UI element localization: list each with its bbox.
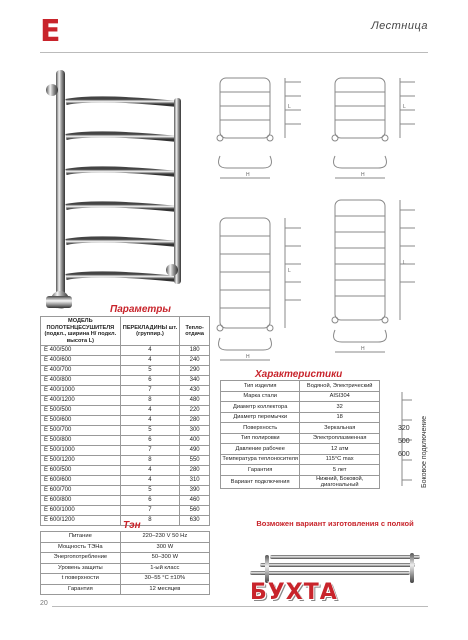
chars-row — [221, 465, 380, 476]
ten-title: Тэн — [123, 520, 141, 531]
params-cell: Е 600/700 — [41, 486, 121, 496]
params-cell: Е 400/600 — [41, 356, 121, 366]
side-dim-320: 320 — [398, 425, 410, 432]
ten-row — [41, 553, 210, 564]
params-cell: 630 — [180, 516, 210, 526]
params-cell: Е 600/1000 — [41, 506, 121, 516]
params-cell: Е 600/1200 — [41, 516, 121, 526]
col-heat: Тепло-отдача — [180, 317, 210, 346]
chars-cell: 32 — [300, 402, 380, 413]
chars-row — [221, 433, 380, 444]
params-cell: Е 600/800 — [41, 496, 121, 506]
params-cell: 4 — [120, 476, 180, 486]
dim-h-4: H — [361, 346, 365, 352]
params-cell: Е 400/1000 — [41, 386, 121, 396]
params-cell: 300 — [180, 426, 210, 436]
dim-h-1: H — [246, 172, 250, 178]
params-cell: 340 — [180, 376, 210, 386]
ten-cell: 300 W — [120, 542, 209, 553]
chars-row — [221, 454, 380, 465]
params-cell: 460 — [180, 496, 210, 506]
ten-cell: Мощность ТЭНа — [41, 542, 121, 553]
params-row — [41, 346, 210, 356]
chars-cell: 115°С max — [300, 454, 380, 465]
params-cell: 6 — [120, 496, 180, 506]
params-cell: Е 500/1000 — [41, 446, 121, 456]
chars-cell: Зеркальная — [300, 423, 380, 434]
ten-row — [41, 563, 210, 574]
params-cell: 4 — [120, 356, 180, 366]
params-row — [41, 436, 210, 446]
side-dims — [398, 422, 418, 461]
params-cell: 220 — [180, 406, 210, 416]
chars-cell: Диаметр коллектора — [221, 402, 300, 413]
params-row — [41, 446, 210, 456]
chars-cell: 12 атм — [300, 444, 380, 455]
page-number: 20 — [40, 600, 52, 607]
chars-row — [221, 402, 380, 413]
dim-l-4: L — [403, 260, 406, 266]
params-cell: 5 — [120, 426, 180, 436]
params-cell: Е 600/500 — [41, 466, 121, 476]
shelf-variant-photo — [245, 545, 430, 585]
chars-cell: 5 лет — [300, 465, 380, 476]
chars-row — [221, 381, 380, 392]
chars-cell: Вариант подключения — [221, 475, 300, 488]
chars-cell: Гарантия — [221, 465, 300, 476]
params-cell: Е 400/500 — [41, 346, 121, 356]
col-model: МОДЕЛЬ ПОЛОТЕНЦЕСУШИТЕЛЯ (подкл., ширина Н/ подкл. высота L) — [41, 317, 121, 346]
params-cell: 480 — [180, 396, 210, 406]
params-cell: 310 — [180, 476, 210, 486]
params-cell: Е 400/800 — [41, 376, 121, 386]
chars-cell: Тип изделия — [221, 381, 300, 392]
side-dim-500: 500 — [398, 438, 410, 445]
chars-row — [221, 423, 380, 434]
side-connection-label: Боковое подключение — [421, 415, 428, 488]
chars-cell: Диаметр перемычки — [221, 412, 300, 423]
params-table — [40, 316, 210, 526]
params-cell: 7 — [120, 446, 180, 456]
params-cell: 280 — [180, 416, 210, 426]
params-cell: 4 — [120, 466, 180, 476]
params-cell: 280 — [180, 466, 210, 476]
params-cell: Е 400/700 — [41, 366, 121, 376]
params-cell: Е 600/600 — [41, 476, 121, 486]
params-cell: 180 — [180, 346, 210, 356]
chars-cell: Электроплазменная — [300, 433, 380, 444]
params-cell: 4 — [120, 406, 180, 416]
ten-row — [41, 532, 210, 543]
params-cell: 6 — [120, 376, 180, 386]
params-cell: 5 — [120, 486, 180, 496]
chars-row — [221, 475, 380, 488]
params-row — [41, 396, 210, 406]
chars-cell: AISI304 — [300, 391, 380, 402]
params-row — [41, 376, 210, 386]
brand-logo: БУХТА — [250, 580, 338, 605]
chars-title: Характеристики — [255, 369, 343, 380]
params-row — [41, 406, 210, 416]
params-cell: Е 400/1200 — [41, 396, 121, 406]
params-cell: 8 — [120, 456, 180, 466]
chars-cell: Тип полировки — [221, 433, 300, 444]
side-dim-600: 600 — [398, 451, 410, 458]
params-row — [41, 486, 210, 496]
ten-row — [41, 542, 210, 553]
chars-cell: Марка стали — [221, 391, 300, 402]
ten-cell: Энергопотребление — [41, 553, 121, 564]
chars-cell: 18 — [300, 412, 380, 423]
technical-drawings — [205, 68, 425, 368]
ten-cell: 1-ый класс — [120, 563, 209, 574]
chars-cell: Давление рабочее — [221, 444, 300, 455]
dim-l-3: L — [288, 268, 291, 274]
ten-cell: 30–55 °С ±10% — [120, 574, 209, 585]
params-cell: 4 — [120, 416, 180, 426]
chars-cell: Температура теплоносителя — [221, 454, 300, 465]
dim-l-1: L — [288, 104, 291, 110]
dim-h-3: H — [246, 354, 250, 360]
params-cell: Е 500/800 — [41, 436, 121, 446]
params-cell: 5 — [120, 366, 180, 376]
chars-row — [221, 412, 380, 423]
ten-cell: Уровень защиты — [41, 563, 121, 574]
ten-table — [40, 531, 210, 595]
params-cell: 4 — [120, 346, 180, 356]
params-cell: 560 — [180, 506, 210, 516]
ten-cell: 220–230 V 50 Hz — [120, 532, 209, 543]
params-cell: 430 — [180, 386, 210, 396]
section-letter: E — [40, 14, 61, 49]
category-title: Лестница — [371, 20, 428, 32]
dim-h-2: H — [361, 172, 365, 178]
params-row — [41, 426, 210, 436]
params-cell: 550 — [180, 456, 210, 466]
params-row — [41, 366, 210, 376]
params-cell: Е 500/700 — [41, 426, 121, 436]
chars-row — [221, 391, 380, 402]
params-cell: 290 — [180, 366, 210, 376]
ten-cell: 12 месяцев — [120, 584, 209, 595]
params-row — [41, 506, 210, 516]
params-cell: 8 — [120, 516, 180, 526]
params-cell: Е 500/500 — [41, 406, 121, 416]
params-row — [41, 476, 210, 486]
params-cell: 390 — [180, 486, 210, 496]
ten-cell: 50–300 W — [120, 553, 209, 564]
params-row — [41, 356, 210, 366]
ten-cell: Питание — [41, 532, 121, 543]
params-cell: 400 — [180, 436, 210, 446]
shelf-variant-title: Возможен вариант изготовления с полкой — [256, 519, 414, 528]
chars-row — [221, 444, 380, 455]
params-cell: 240 — [180, 356, 210, 366]
chars-cell: Водяной, Электрический — [300, 381, 380, 392]
ten-row — [41, 574, 210, 585]
towel-rail-photo — [38, 60, 188, 315]
ten-cell: t поверхности — [41, 574, 121, 585]
chars-cell: Поверхность — [221, 423, 300, 434]
params-title: Параметры — [110, 304, 171, 315]
params-cell: 6 — [120, 436, 180, 446]
params-row — [41, 456, 210, 466]
params-cell: Е 500/600 — [41, 416, 121, 426]
params-cell: 7 — [120, 386, 180, 396]
params-row — [41, 466, 210, 476]
bottom-divider — [40, 606, 428, 607]
dim-l-2: L — [403, 104, 406, 110]
params-row — [41, 416, 210, 426]
chars-cell: Нижний, Боковой, диагональный — [300, 475, 380, 488]
params-row — [41, 386, 210, 396]
ten-row — [41, 584, 210, 595]
params-row — [41, 496, 210, 506]
params-cell: 7 — [120, 506, 180, 516]
params-cell: 490 — [180, 446, 210, 456]
ten-cell: Гарантия — [41, 584, 121, 595]
params-cell: Е 500/1200 — [41, 456, 121, 466]
chars-table — [220, 380, 380, 489]
top-divider — [40, 52, 428, 53]
col-bars: ПЕРЕКЛАДИНЫ шт. (группир.) — [120, 317, 180, 346]
params-cell: 8 — [120, 396, 180, 406]
